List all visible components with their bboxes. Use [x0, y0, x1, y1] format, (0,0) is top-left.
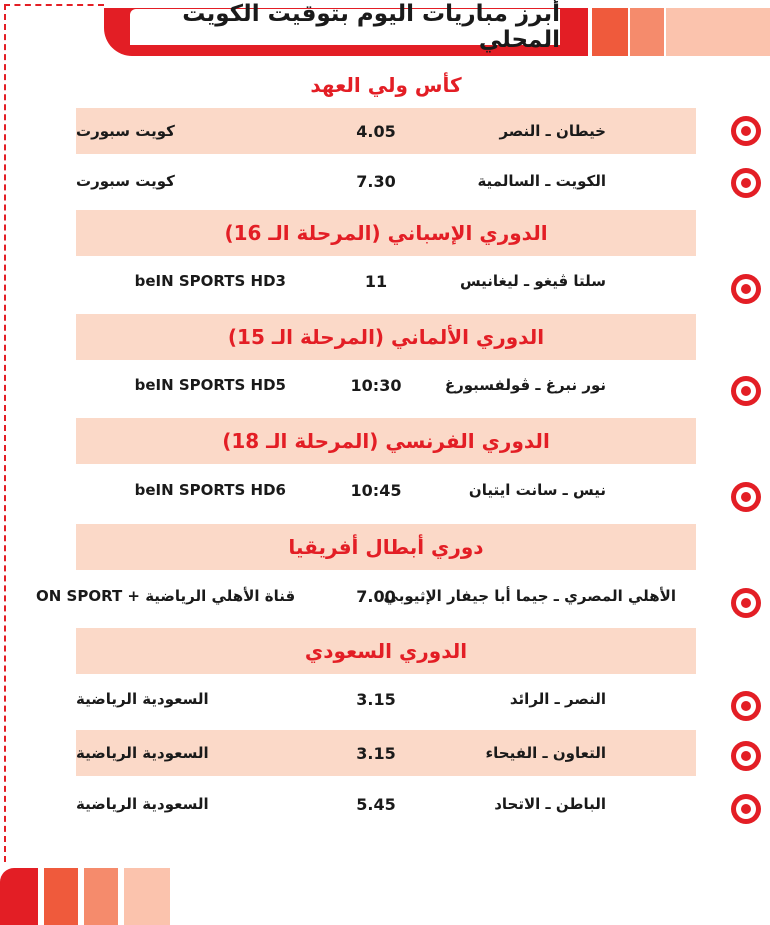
header-decor-block — [666, 8, 770, 56]
match-channel: السعودية الرياضية — [76, 795, 209, 813]
target-bullet-icon — [731, 588, 761, 618]
match-teams: خيطان ـ النصر — [499, 122, 606, 140]
target-bullet-icon — [731, 376, 761, 406]
match-teams: الباطن ـ الاتحاد — [494, 795, 606, 813]
footer-decor-block — [44, 868, 78, 925]
match-row — [76, 676, 696, 722]
target-bullet-icon — [731, 691, 761, 721]
match-row — [76, 467, 696, 513]
match-time: 10:45 — [350, 480, 402, 500]
match-time: 4.05 — [356, 121, 396, 141]
match-time: 3.15 — [356, 743, 396, 763]
footer-decor-block — [124, 868, 170, 925]
footer-decor-block — [0, 868, 38, 925]
match-time: 7.30 — [356, 171, 396, 191]
match-time: 10:30 — [350, 375, 402, 395]
match-channel: السعودية الرياضية — [76, 744, 209, 762]
match-time: 11 — [364, 271, 388, 291]
target-bullet-icon — [731, 794, 761, 824]
header-decor-block — [592, 8, 628, 56]
section-title: دوري أبطال أفريقيا — [76, 524, 696, 570]
match-teams: الأهلي المصري ـ جيما أبا جيفار الإثيوبي — [383, 587, 676, 605]
header-decor-block — [630, 8, 664, 56]
match-channel: السعودية الرياضية — [76, 690, 209, 708]
page-title: أبرز مباريات اليوم بتوقيت الكويت المحلي — [182, 1, 560, 53]
section-title: الدوري الألماني (المرحلة الـ 15) — [76, 314, 696, 360]
match-channel: قناة الأهلي الرياضية + ON SPORT — [36, 587, 296, 605]
match-teams: نيس ـ سانت ايتيان — [468, 481, 606, 499]
match-time: 3.15 — [356, 689, 396, 709]
target-bullet-icon — [731, 168, 761, 198]
title-box — [130, 1, 560, 53]
match-teams: النصر ـ الرائد — [509, 690, 606, 708]
section-title: الدوري السعودي — [76, 628, 696, 674]
section-title: الدوري الفرنسي (المرحلة الـ 18) — [76, 418, 696, 464]
section-title: الدوري الإسباني (المرحلة الـ 16) — [76, 210, 696, 256]
match-teams: نور نبرغ ـ ڤولفسبورغ — [444, 376, 606, 394]
match-row — [36, 573, 696, 619]
target-bullet-icon — [731, 482, 761, 512]
target-bullet-icon — [731, 741, 761, 771]
match-time: 5.45 — [356, 794, 396, 814]
match-row — [76, 258, 696, 304]
match-row — [76, 158, 696, 204]
footer-decor-block — [84, 868, 118, 925]
section-title: كأس ولي العهد — [310, 73, 462, 97]
match-row — [76, 108, 696, 154]
target-bullet-icon — [731, 116, 761, 146]
match-time: 7.00 — [356, 586, 396, 606]
match-teams: التعاون ـ الفيحاء — [485, 744, 606, 762]
match-channel: beIN SPORTS HD6 — [134, 481, 286, 499]
dashed-border-top — [4, 4, 104, 6]
match-teams: الكويت ـ السالمية — [477, 172, 606, 190]
match-teams: سلتا ڤيغو ـ ليغانيس — [459, 272, 606, 290]
match-channel: كويت سبورت — [76, 172, 175, 190]
match-channel: beIN SPORTS HD5 — [134, 376, 286, 394]
match-row — [76, 362, 696, 408]
match-row — [76, 730, 696, 776]
match-row — [76, 781, 696, 827]
match-channel: beIN SPORTS HD3 — [134, 272, 286, 290]
target-bullet-icon — [731, 274, 761, 304]
dashed-border-left — [4, 4, 6, 862]
match-channel: كويت سبورت — [76, 122, 175, 140]
